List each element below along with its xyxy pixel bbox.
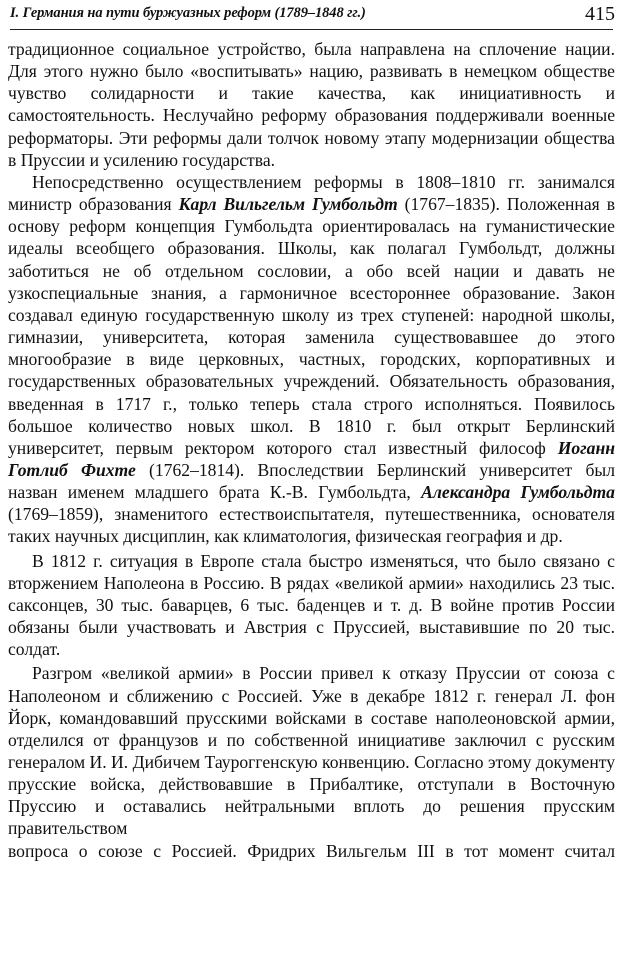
page-header [10, 4, 615, 26]
paragraph-3: В 1812 г. ситуация в Европе стала быстро изменяться, что было связано с вторжением Наполеона в Россию. В рядах «великой армии» находились 23 тыс. саксонцев, 30 тыс. баварцев, 6 тыс. баденцев и т. д. В войне против России обязаны были участвовать и Австрия с Пруссией, выставившие по 20 тыс. солдат. [8, 550, 615, 660]
paragraph-1: традиционное социальное устройство, была направлена на сплочение нации. Для этого нужно было «воспитывать» нацию, развивать в немецком обществе чувство солидарности и такие качества, как инициативность и самостоятельность. Неслучайно реформу образования поддерживали военные реформаторы. Эти реформы дали толчок новому этапу модернизации общества в Пруссии и усилению государства. [8, 39, 615, 170]
paragraph-2 [8, 171, 615, 548]
page-number: 415 [585, 3, 615, 25]
paragraph-2-text-c: (1762–1814). Впоследствии Берлинский университет был назван именем младшего брата К.-В. Гумбольдта, [8, 459, 615, 503]
paragraph-4: Разгром «великой армии» в России привел к отказу Пруссии от союза с Наполеоном и сближению с Россией. Уже в декабре 1812 г. генерал Л. фон Йорк, командовавший прусскими войсками в составе наполеоновской армии, отделился от французов и по собственной инициативе заключил с русским генералом И. И. Дибичем Тауроггенскую конвенцию. Согласно этому документу прусские войска, действовавшие в Прибалтике, отступали в Восточную Пруссию и оставались нейтральными вплоть до решения прусским правительством [8, 663, 615, 839]
paragraph-2-text-d: (1769–1859), знаменитого естествоиспытателя, путешественника, основателя таких научных дисциплин, как климатология, физическая география и др. [8, 504, 615, 547]
running-title: I. Германия на пути буржуазных реформ (1789–1848 гг.) [10, 5, 366, 21]
person-name-humboldt-karl: Карл Вильгельм Гумбольдт [178, 194, 398, 215]
paragraph-2-text-b: (1767–1835). Положенная в основу реформ концепция Гумбольдта ориентировалась на гуманистические идеалы всеобщего образования. Школы, как полагал Гумбольдт, должны заботиться не об отдельном сословии, а обо всей нации и давать не узкоспециальные знания, а гармоничное всестороннее образование. Закон создавал единую государственную школу из трех ступеней: народной школы, гимназии, университета, которая заменила существовавшее до этого многообразие в виде церковных, частных, городских, корпоративных и государственных образовательных учреждений. Обязательность образования, введенная в 1717 г., только теперь стала строго исполняться. Появилось большое количество новых школ. В 1810 г. был открыт Берлинский университет, первым ректором которого стал известный философ [8, 194, 615, 458]
person-name-humboldt-alexander: Александра Гумбольдта [421, 482, 615, 503]
paragraph-2-text-a: Непосредственно осуществлением реформы в 1808–1810 гг. занимался министр образования [8, 171, 615, 215]
paragraph-4-last-line: вопроса о союзе с Россией. Фридрих Вильгельм III в тот момент считал [8, 840, 615, 861]
person-name-fichte: Иоганн Готлиб Фихте [8, 437, 615, 480]
body-text [8, 38, 615, 862]
header-rule [10, 29, 613, 30]
